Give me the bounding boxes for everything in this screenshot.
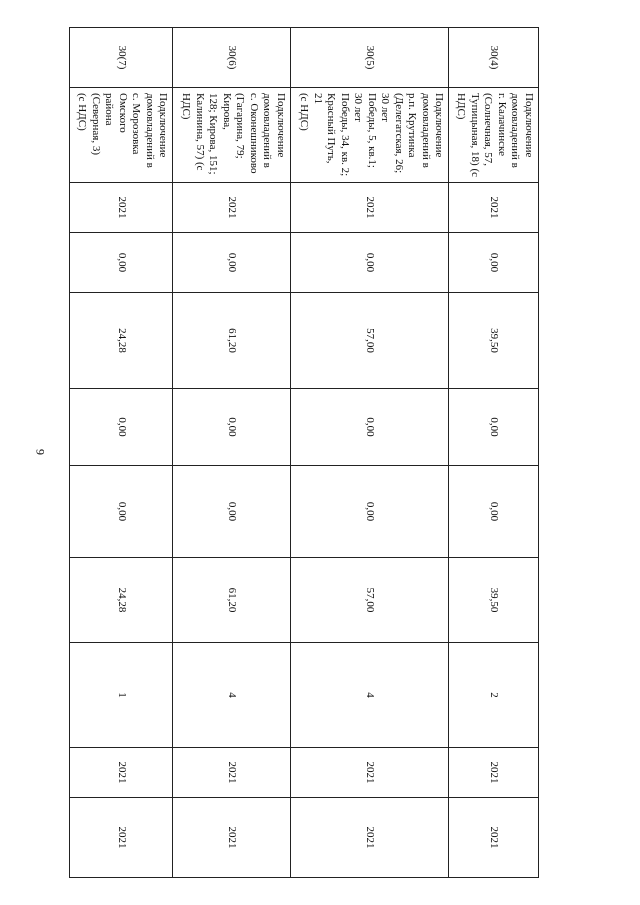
value-cell: 0,00: [449, 466, 539, 558]
value-cell: 39,50: [449, 558, 539, 643]
count-cell: 2: [449, 643, 539, 748]
description-line: (Гагарина, 79; Кирова,: [220, 93, 247, 159]
description-line: с. Оконешниково: [247, 93, 260, 174]
description-line: Победы, 34, кв. 2;: [338, 93, 351, 177]
description-cell: [70, 88, 174, 183]
year-cell: 2021: [70, 748, 174, 798]
value-cell: 0,00: [70, 466, 174, 558]
description-line: с. Морозовка Омского: [117, 93, 143, 155]
year-cell: 2021: [173, 798, 290, 878]
description-line: Подключение: [433, 93, 446, 158]
value-cell: 0,00: [449, 233, 539, 293]
year-cell: 2021: [290, 748, 449, 798]
year-cell: 2021: [449, 183, 539, 233]
description-line: Подключение: [523, 93, 535, 158]
year-cell: 2021: [173, 183, 290, 233]
row-number: 30(6): [173, 28, 290, 88]
value-cell: 57,00: [290, 558, 449, 643]
description-line: Калинина, 57) (с НДС): [180, 93, 206, 171]
value-cell: 24,28: [70, 558, 174, 643]
description-line: р.п. Крутинка: [406, 93, 419, 158]
description-line: Победы, 5, кв.1; 30 лет: [352, 93, 378, 168]
value-cell: 0,00: [290, 389, 449, 466]
value-cell: 0,00: [70, 233, 174, 293]
year-cell: 2021: [173, 748, 290, 798]
description-cell: [449, 88, 539, 183]
description-line: домовладений в: [419, 93, 432, 168]
year-cell: 2021: [449, 798, 539, 878]
value-cell: 0,00: [290, 466, 449, 558]
year-cell: 2021: [70, 798, 174, 878]
description-line: домовладений в: [509, 93, 522, 168]
value-cell: 0,00: [173, 389, 290, 466]
page-number: 9: [33, 449, 48, 455]
description-line: района (Северная, 3): [90, 93, 116, 156]
row-number: 30(7): [70, 28, 174, 88]
description-line: Тупицыная, 18) (с НДС): [455, 93, 481, 178]
row-number: 30(4): [449, 28, 539, 88]
count-cell: 4: [290, 643, 449, 748]
description-line: Подключение: [274, 93, 287, 158]
count-cell: 4: [173, 643, 290, 748]
description-line: Красный Путь, 21: [311, 93, 338, 164]
table-row: [290, 28, 449, 878]
description-line: г. Калачинске: [496, 93, 508, 157]
year-cell: 2021: [70, 183, 174, 233]
table-row: [70, 28, 174, 878]
description-cell: [290, 88, 449, 183]
value-cell: 24,28: [70, 293, 174, 389]
row-number: 30(5): [290, 28, 449, 88]
year-cell: 2021: [449, 748, 539, 798]
description-cell: [173, 88, 290, 183]
description-line: домовладений в: [144, 93, 156, 168]
description-line: (с НДС): [76, 93, 89, 131]
value-cell: 0,00: [70, 389, 174, 466]
rotated-table-wrapper: [69, 27, 539, 877]
year-cell: 2021: [290, 183, 449, 233]
table-body: [70, 28, 539, 878]
count-cell: 1: [70, 643, 174, 748]
value-cell: 39,50: [449, 293, 539, 389]
year-cell: 2021: [290, 798, 449, 878]
value-cell: 57,00: [290, 293, 449, 389]
value-cell: 0,00: [173, 466, 290, 558]
value-cell: 61,20: [173, 558, 290, 643]
value-cell: 0,00: [290, 233, 449, 293]
value-cell: 61,20: [173, 293, 290, 389]
description-line: 128; Кирова, 151;: [207, 93, 220, 175]
value-cell: 0,00: [449, 389, 539, 466]
value-cell: 0,00: [173, 233, 290, 293]
description-line: (с НДС): [298, 93, 311, 131]
description-line: (Солнечная, 57,: [482, 93, 495, 166]
description-line: домовладений в: [261, 93, 274, 168]
description-line: (Делегатская, 26; 30 лет: [379, 93, 405, 174]
description-line: Подключение: [157, 93, 170, 158]
investment-table: [69, 27, 539, 878]
table-row: [449, 28, 539, 878]
table-row: [173, 28, 290, 878]
